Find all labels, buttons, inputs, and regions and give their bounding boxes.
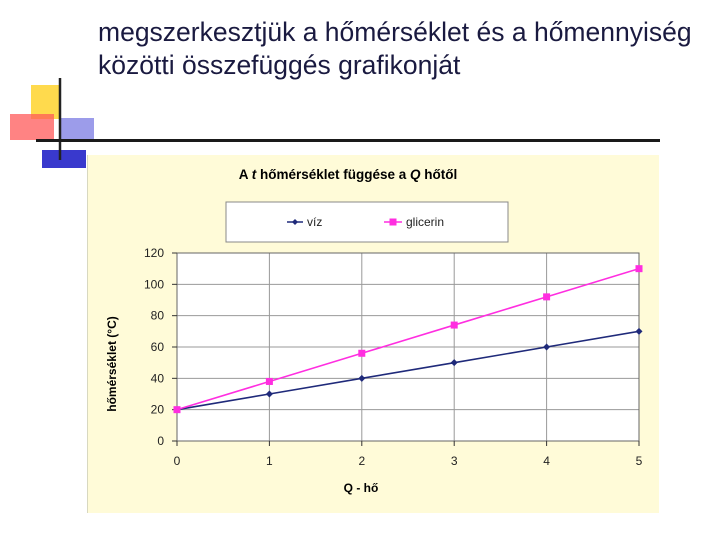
y-tick-label: 120 — [143, 246, 164, 260]
line-chart — [88, 155, 659, 513]
chart-title-suffix: hőtől — [420, 167, 458, 182]
x-axis-label: Q - hő — [343, 481, 379, 495]
legend-box — [226, 202, 508, 242]
deco-blue-square-2 — [60, 118, 94, 140]
chart-title-middle: hőmérséklet függése a — [256, 167, 411, 182]
y-axis-label: hőmérséklet (°C) — [105, 316, 119, 412]
data-point-1 — [451, 322, 458, 329]
data-point-1 — [174, 406, 181, 413]
chart-title-q: Q — [410, 167, 421, 182]
y-tick-label: 100 — [143, 277, 164, 292]
y-tick-label: 0 — [157, 434, 164, 448]
chart-title-t: t — [251, 167, 257, 182]
legend-glicerin-label: glicerin — [406, 215, 445, 229]
y-tick-label: 60 — [150, 340, 164, 354]
data-point-1 — [358, 350, 365, 357]
data-point-1 — [266, 378, 273, 385]
data-point-1 — [636, 265, 643, 272]
chart-title — [239, 167, 458, 182]
decorative-squares — [0, 0, 100, 170]
deco-red-square — [10, 114, 54, 140]
legend-glicerin-marker — [390, 219, 397, 226]
y-tick-label: 20 — [150, 402, 164, 417]
x-tick-label: 5 — [635, 454, 643, 468]
deco-yellow-square — [31, 85, 61, 119]
deco-blue-square — [42, 150, 86, 168]
data-point-1 — [543, 293, 550, 300]
x-tick-label: 3 — [450, 454, 458, 468]
chart-area — [87, 155, 659, 513]
x-tick-label: 4 — [543, 454, 550, 468]
title-underline — [36, 139, 660, 142]
plot-area — [144, 246, 643, 468]
x-tick-label: 1 — [266, 454, 273, 468]
x-tick-label: 0 — [173, 454, 181, 468]
y-tick-label: 40 — [150, 371, 164, 386]
legend-viz-label: víz — [307, 215, 323, 229]
chart-legend — [226, 202, 508, 242]
x-tick-label: 2 — [358, 454, 366, 468]
chart-title-prefix: A — [238, 167, 252, 182]
slide-title: megszerkesztjük a hőmérséklet és a hőmennyiség közötti összefüggés grafikonját — [98, 17, 692, 80]
y-tick-label: 80 — [150, 308, 164, 323]
